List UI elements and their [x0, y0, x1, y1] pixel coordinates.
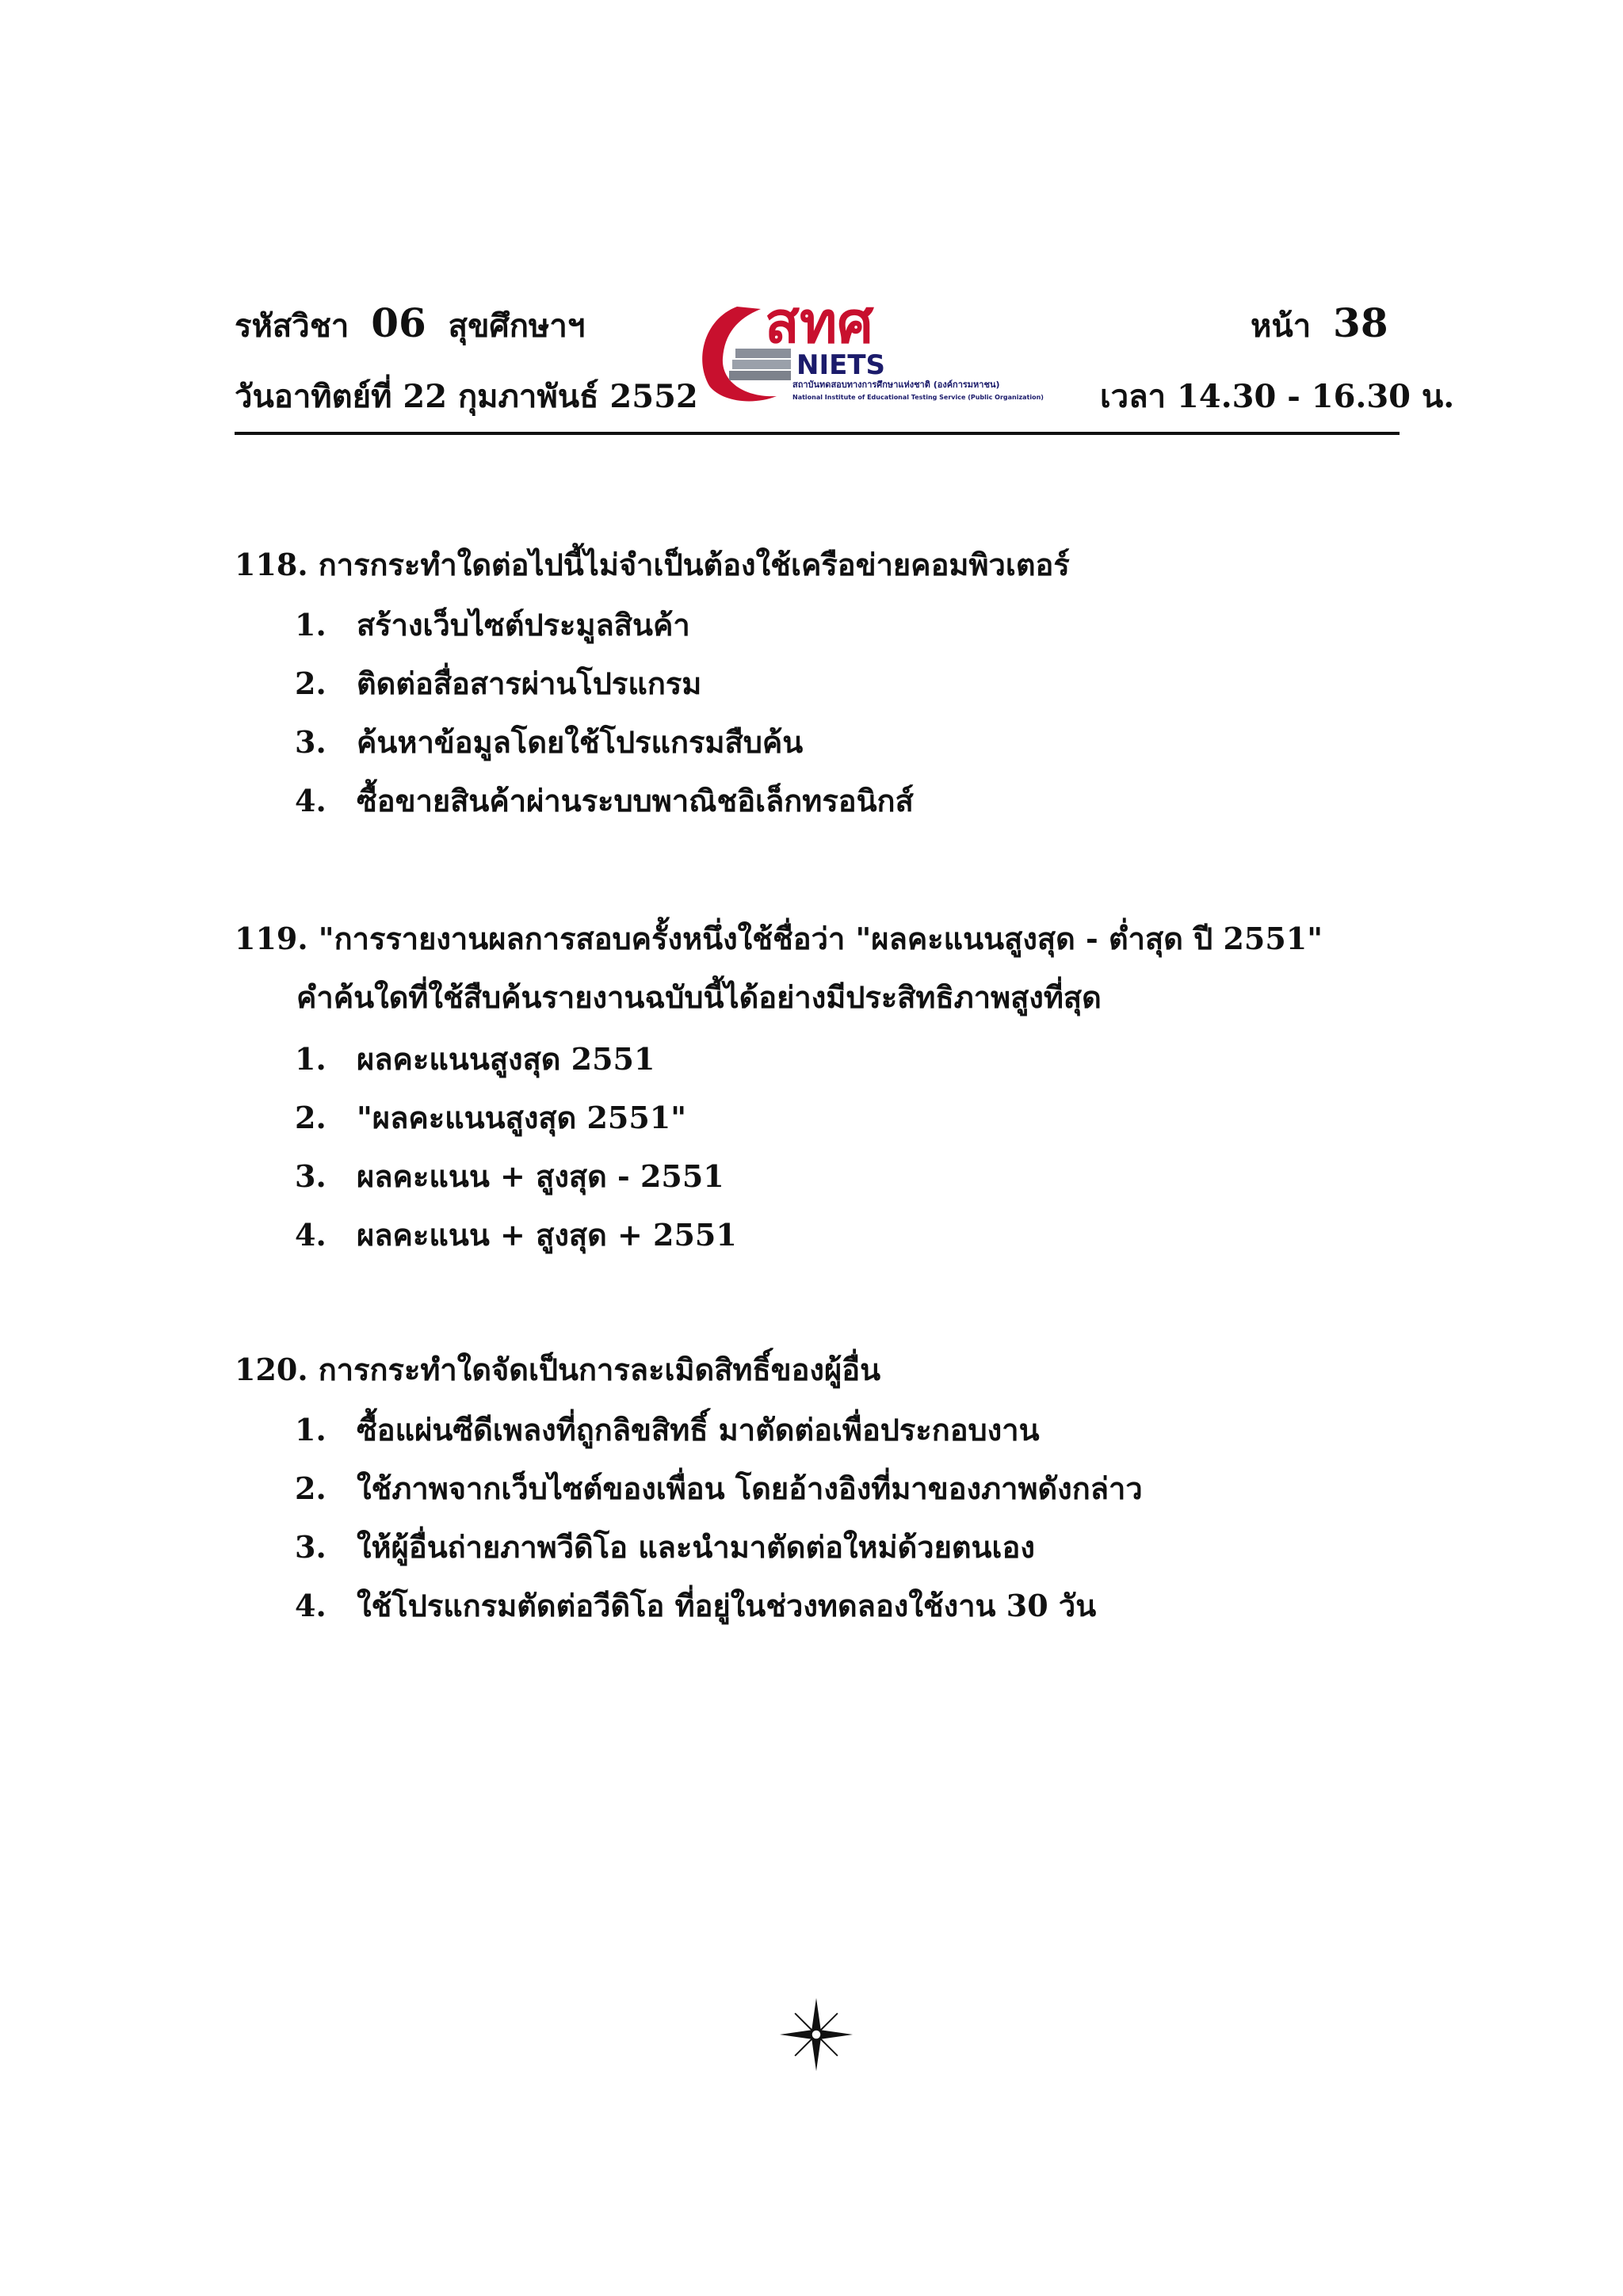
q118-option-1 — [295, 601, 690, 649]
option-text: ซื้อแผ่นซีดีเพลงที่ถูกลิขสิทธิ์ มาตัดต่อเพื่อประกอบงาน — [357, 1412, 1040, 1447]
q119-option-1 — [295, 1035, 655, 1083]
header-divider — [235, 432, 1400, 435]
subject-name: สุขศึกษาฯ — [448, 307, 586, 345]
option-text: ค้นหาข้อมูลโดยใช้โปรแกรมสืบค้น — [357, 724, 804, 760]
option-text: "ผลคะแนนสูงสุด 2551" — [357, 1100, 687, 1135]
option-number: 3. — [295, 1529, 327, 1565]
option-number: 1. — [295, 607, 327, 643]
logo-thai-full: สถาบันทดสอบทางการศึกษาแห่งชาติ (องค์การมหาชน) — [792, 379, 1000, 390]
question-number: 119. — [235, 921, 308, 956]
q120-option-4 — [295, 1581, 1096, 1630]
option-number: 1. — [295, 1041, 327, 1077]
question-118 — [235, 536, 1070, 594]
question-number: 118. — [235, 547, 308, 582]
page-indicator — [1251, 299, 1388, 351]
question-line-2: คำค้นใดที่ใช้สืบค้นรายงานฉบับนี้ได้อย่างมีประสิทธิภาพสูงที่สุด — [296, 979, 1102, 1015]
option-text: ผลคะแนน + สูงสุด + 2551 — [357, 1217, 737, 1253]
option-number: 1. — [295, 1412, 327, 1447]
option-number: 4. — [295, 783, 327, 818]
niets-logo — [689, 287, 1086, 406]
exam-time: เวลา 14.30 - 16.30 น. — [1100, 378, 1455, 415]
option-number: 4. — [295, 1588, 327, 1623]
q118-option-2 — [295, 659, 701, 707]
q119-option-2 — [295, 1093, 686, 1142]
question-line-1 — [235, 910, 1323, 968]
option-number: 2. — [295, 1100, 327, 1135]
question-text: การกระทำใดจัดเป็นการละเมิดสิทธิ์ของผู้อื่น — [318, 1352, 881, 1387]
option-number: 2. — [295, 666, 327, 701]
star-center — [811, 2029, 821, 2039]
logo-thai-name: สทศ — [765, 289, 874, 356]
question-number: 120. — [235, 1352, 308, 1387]
subject-line — [235, 299, 585, 351]
option-text: ให้ผู้อื่นถ่ายภาพวีดิโอ และนำมาตัดต่อใหม่ด้วยตนเอง — [357, 1529, 1035, 1565]
logo-book-2 — [732, 360, 791, 369]
option-text: สร้างเว็บไซต์ประมูลสินค้า — [357, 607, 690, 643]
compass-star-icon — [778, 1997, 854, 2073]
option-text: ผลคะแนน + สูงสุด - 2551 — [357, 1158, 724, 1194]
option-number: 2. — [295, 1470, 327, 1506]
page-number: 38 — [1333, 299, 1388, 346]
q120-option-3 — [295, 1523, 1035, 1571]
option-text: ใช้ภาพจากเว็บไซต์ของเพื่อน โดยอ้างอิงที่มาของภาพดังกล่าว — [357, 1470, 1143, 1506]
question-text: การกระทำใดต่อไปนี้ไม่จำเป็นต้องใช้เครือข่ายคอมพิวเตอร์ — [318, 547, 1070, 582]
q119-option-4 — [295, 1211, 737, 1259]
q118-option-3 — [295, 718, 803, 766]
logo-abbr: NIETS — [796, 349, 886, 381]
page-label: หน้า — [1251, 307, 1312, 345]
question-119 — [235, 910, 1323, 1027]
option-text: ซื้อขายสินค้าผ่านระบบพาณิชอิเล็กทรอนิกส์ — [357, 783, 914, 818]
option-text: ติดต่อสื่อสารผ่านโปรแกรม — [357, 666, 702, 701]
subject-label: รหัสวิชา — [235, 307, 349, 345]
option-text: ใช้โปรแกรมตัดต่อวีดิโอ ที่อยู่ในช่วงทดลองใช้งาน 30 วัน — [357, 1588, 1097, 1623]
q120-option-1 — [295, 1405, 1040, 1454]
logo-english-full: National Institute of Educational Testing Service (Public Organization) — [792, 394, 1044, 401]
option-number: 4. — [295, 1217, 327, 1253]
q118-option-4 — [295, 776, 914, 825]
option-text: ผลคะแนนสูงสุด 2551 — [357, 1041, 655, 1077]
question-120 — [235, 1341, 880, 1399]
option-number: 3. — [295, 1158, 327, 1194]
option-number: 3. — [295, 724, 327, 760]
q120-option-2 — [295, 1464, 1143, 1512]
logo-book-3 — [729, 371, 791, 380]
subject-code: 06 — [371, 299, 426, 346]
exam-date: วันอาทิตย์ที่ 22 กุมภาพันธ์ 2552 — [235, 378, 698, 415]
question-text: "การรายงานผลการสอบครั้งหนึ่งใช้ชื่อว่า "ผลคะแนนสูงสุด - ต่ำสุด ปี 2551" — [318, 921, 1323, 956]
q119-option-3 — [295, 1152, 724, 1200]
